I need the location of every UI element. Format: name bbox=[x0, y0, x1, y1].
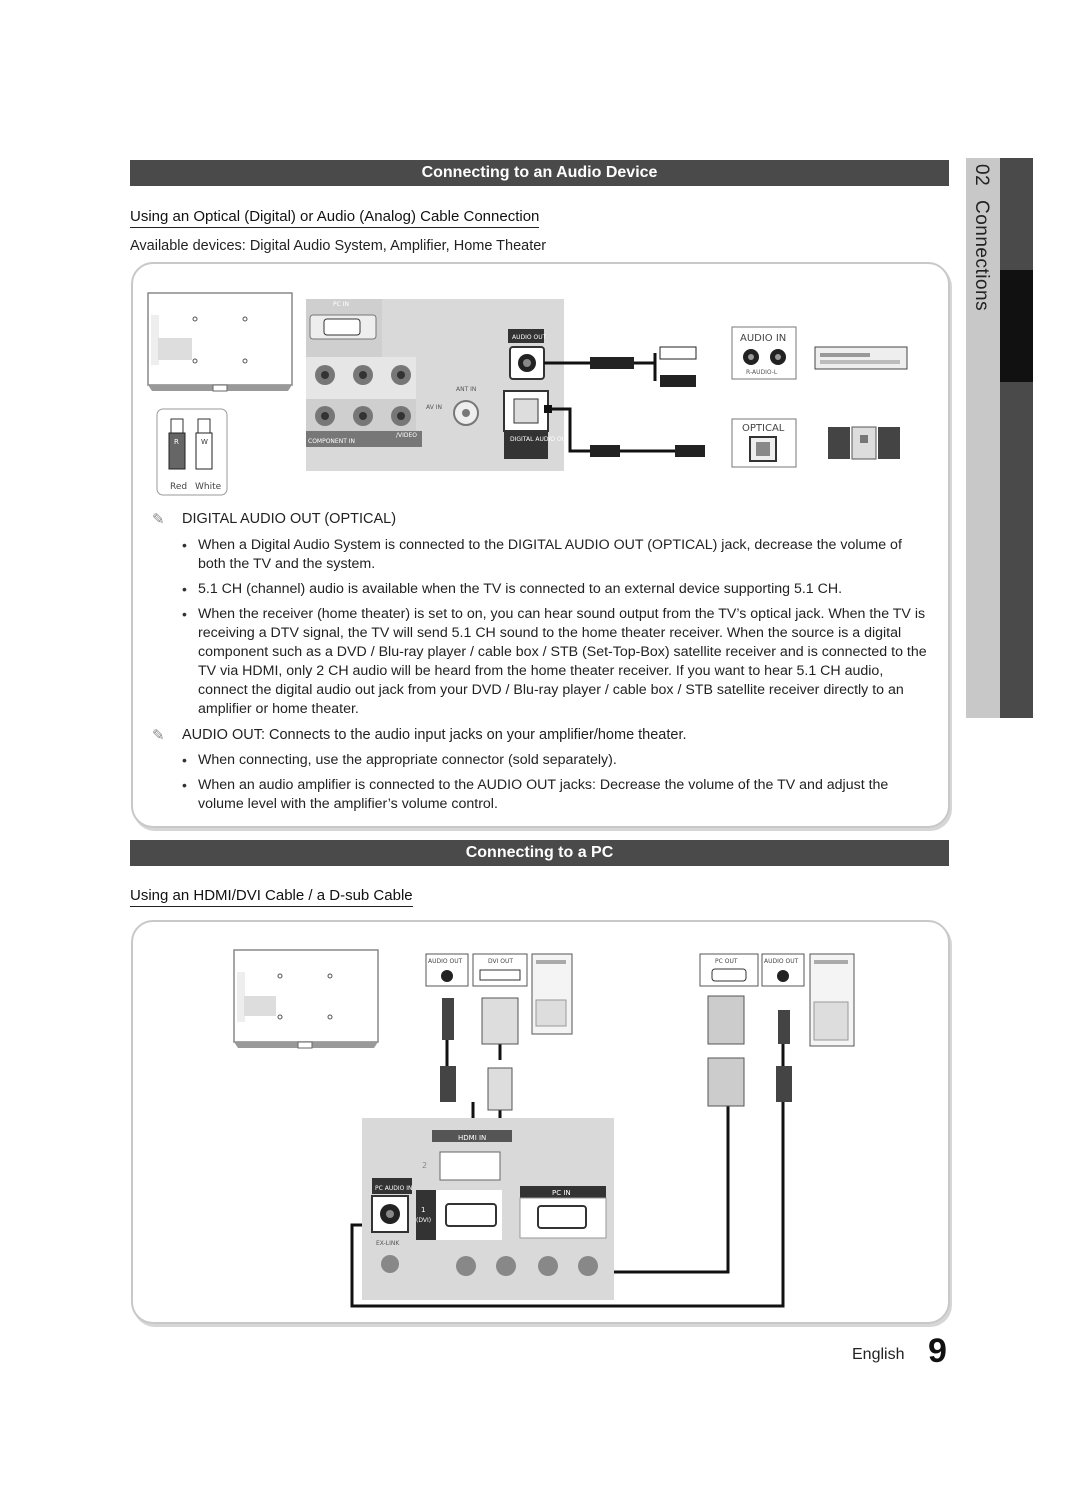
pc2-ports bbox=[700, 954, 804, 986]
svg-text:EX-LINK: EX-LINK bbox=[376, 1240, 400, 1247]
home-theater-icon bbox=[815, 347, 907, 369]
audio-connection-diagram bbox=[140, 285, 930, 500]
footer-language: English bbox=[852, 1346, 905, 1363]
svg-text:OPTICAL: OPTICAL bbox=[742, 423, 785, 434]
available-devices: Available devices: Digital Audio System, Amplifier, Home Theater bbox=[130, 238, 547, 254]
svg-text:DIGITAL AUDIO OUT (OPTICAL): DIGITAL AUDIO OUT (OPTICAL) bbox=[510, 436, 602, 443]
svg-text:1: 1 bbox=[421, 1206, 426, 1214]
pc-connection-diagram bbox=[140, 940, 930, 1315]
svg-text:R-AUDIO-L: R-AUDIO-L bbox=[746, 369, 778, 376]
section-audio-subtitle: Using an Optical (Digital) or Audio (Analog) Cable Connection bbox=[130, 208, 539, 228]
note2-bullets bbox=[180, 751, 930, 820]
svg-text:AUDIO IN: AUDIO IN bbox=[740, 333, 787, 344]
pc1-tower-icon bbox=[532, 954, 572, 1034]
note1-bullet-3: • When the receiver (home theater) is set to on, you can hear sound output from the TV’s optical jack. When the TV is receiving a DTV signal, the TV will send 5.1 CH sound to the home theater receiver. When the source is a digital component such as a DVD / Blu-ray player / cable box / STB (Set-Top-Box) satellite receiver and is connected to the TV via HDMI, only 2 CH audio will be heard from the home theater receiver. If you want to hear 5.1 CH audio, connect the digital audio out jack from your DVD / Blu-ray player / cable box / STB satellite receiver directly to an amplifier or home theater. bbox=[180, 605, 930, 719]
page-number: 9 bbox=[928, 1332, 947, 1370]
svg-text:W: W bbox=[201, 438, 208, 446]
pencil-note-icon: ✎ bbox=[152, 727, 165, 744]
audio-system-icon bbox=[828, 427, 900, 459]
svg-text:/VIDEO: /VIDEO bbox=[396, 432, 418, 439]
white-label: White bbox=[195, 482, 222, 492]
tv-pc-rear-panel bbox=[362, 1118, 614, 1300]
svg-text:AUDIO OUT: AUDIO OUT bbox=[428, 958, 463, 965]
svg-text:(DVI): (DVI) bbox=[416, 1217, 432, 1224]
pc2-tower-icon bbox=[810, 954, 854, 1046]
chapter-label: Connections bbox=[971, 200, 992, 312]
receiver-audio-in bbox=[732, 327, 796, 379]
tv-icon bbox=[234, 950, 378, 1048]
svg-text:AUDIO OUT: AUDIO OUT bbox=[764, 958, 799, 965]
svg-text:COMPONENT IN: COMPONENT IN bbox=[308, 438, 356, 445]
chapter-number: 02 bbox=[971, 164, 992, 187]
section-pc-title: Connecting to a PC bbox=[130, 840, 949, 866]
side-tab-stripe bbox=[1000, 158, 1033, 718]
svg-text:PC IN: PC IN bbox=[552, 1189, 571, 1197]
svg-text:AV IN: AV IN bbox=[426, 404, 442, 411]
note2-bullet-2: • When an audio amplifier is connected to the AUDIO OUT jacks: Decrease the volume of the TV and adjust the volume level with the amplifier’s volume control. bbox=[180, 776, 930, 814]
note-audio-out: ✎ AUDIO OUT: Connects to the audio input jacks on your amplifier/home theater. bbox=[152, 727, 687, 744]
note-digital-audio-out: ✎ DIGITAL AUDIO OUT (OPTICAL) bbox=[152, 511, 397, 528]
svg-text:2: 2 bbox=[422, 1161, 428, 1170]
note1-bullets bbox=[180, 536, 930, 725]
svg-text:DVI OUT: DVI OUT bbox=[488, 958, 514, 965]
svg-text:HDMI IN: HDMI IN bbox=[458, 1134, 487, 1142]
section-audio-title: Connecting to an Audio Device bbox=[130, 160, 949, 186]
pc-cable-plugs bbox=[440, 996, 792, 1110]
svg-text:R: R bbox=[174, 438, 179, 446]
tv-rear-panel bbox=[306, 299, 602, 471]
tv-icon bbox=[148, 293, 292, 391]
receiver-optical-in bbox=[732, 419, 796, 467]
note2-bullet-1: • When connecting, use the appropriate connector (sold separately). bbox=[180, 751, 930, 770]
svg-text:ANT IN: ANT IN bbox=[456, 386, 477, 393]
note1-bullet-1: • When a Digital Audio System is connected to the DIGITAL AUDIO OUT (OPTICAL) jack, decrease the volume of both the TV and the system. bbox=[180, 536, 930, 574]
pc1-ports bbox=[426, 954, 527, 986]
svg-text:PC OUT: PC OUT bbox=[715, 958, 738, 965]
note1-bullet-2: • 5.1 CH (channel) audio is available when the TV is connected to an external device supporting 5.1 CH. bbox=[180, 580, 930, 599]
svg-text:PC AUDIO IN: PC AUDIO IN bbox=[375, 1185, 413, 1192]
pencil-note-icon: ✎ bbox=[152, 511, 165, 528]
section-pc-subtitle: Using an HDMI/DVI Cable / a D-sub Cable bbox=[130, 887, 413, 907]
side-tab-marker bbox=[1000, 270, 1033, 382]
svg-text:PC IN: PC IN bbox=[333, 301, 349, 308]
svg-text:AUDIO OUT: AUDIO OUT bbox=[512, 334, 547, 341]
red-label: Red bbox=[170, 482, 188, 492]
